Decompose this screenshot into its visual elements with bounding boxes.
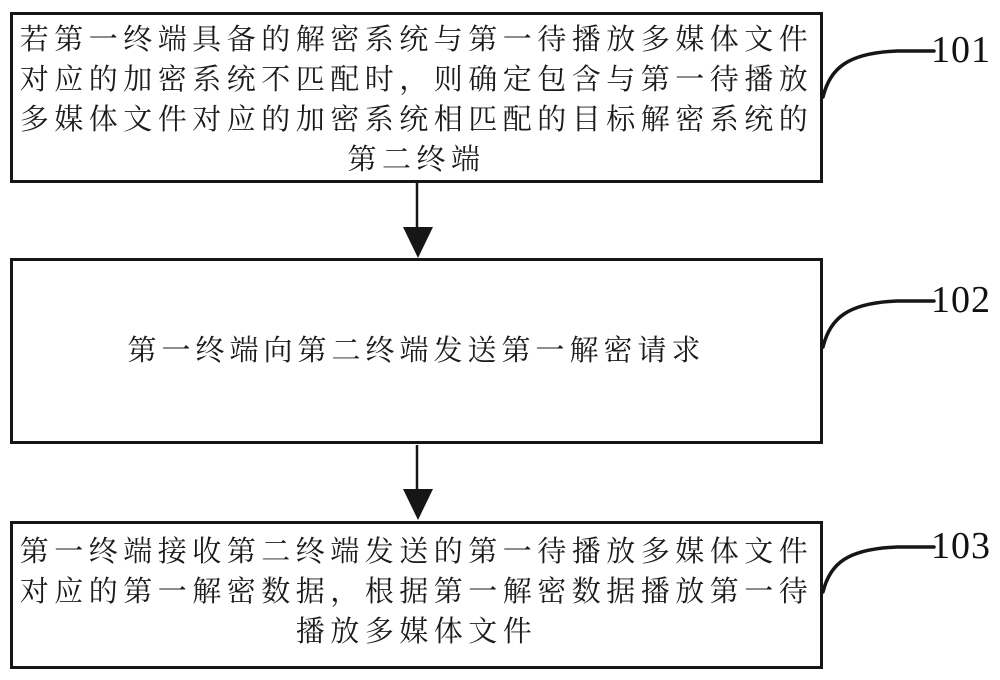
step-103-text-line-1: 第一终端接收第二终端发送的第一待播放多媒体文件 (19, 536, 814, 568)
flow-arrowhead-down-1-icon (403, 227, 433, 258)
ref-label-102: 102 (931, 279, 991, 321)
step-102-text-line-1: 第一终端向第二终端发送第一解密请求 (127, 335, 706, 367)
step-103-text-line-2: 对应的第一解密数据，根据第一解密数据播放第一待 (19, 576, 814, 608)
step-103-text-line-3: 播放多媒体文件 (295, 616, 538, 648)
ref-connector-101 (823, 51, 934, 97)
ref-connector-102 (823, 301, 934, 347)
flow-step-box-102 (10, 258, 823, 444)
flow-step-box-103 (10, 521, 823, 669)
flow-arrowhead-down-2-icon (403, 489, 433, 520)
flow-step-box-101 (10, 12, 823, 183)
ref-label-101: 101 (931, 29, 991, 71)
ref-connector-103 (823, 547, 934, 592)
ref-label-103: 103 (931, 525, 991, 567)
step-101-text-line-2: 对应的加密系统不匹配时，则确定包含与第一待播放 (19, 64, 814, 96)
step-101-text-line-3: 多媒体文件对应的加密系统相匹配的目标解密系统的 (19, 104, 814, 136)
step-101-text-line-4: 第二终端 (347, 144, 486, 176)
step-101-text-line-1: 若第一终端具备的解密系统与第一待播放多媒体文件 (19, 24, 814, 56)
